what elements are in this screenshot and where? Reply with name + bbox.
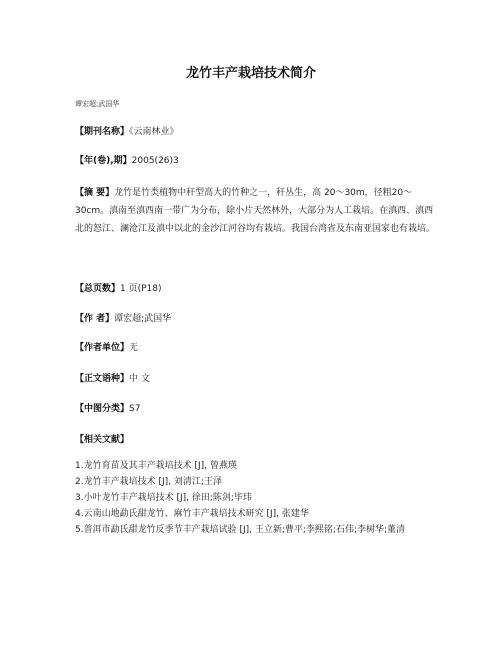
reference-item: 1.龙竹育苗及其丰产栽培技术 [J], 曾燕瑛	[75, 461, 237, 471]
unit-value: 无	[129, 343, 139, 353]
journal-value: 《云南林业》	[129, 127, 179, 137]
year-label: 【年(卷),期】	[75, 156, 132, 166]
language-label: 【正文语种】	[75, 374, 130, 384]
abstract-block	[75, 184, 435, 238]
year-field	[75, 155, 179, 168]
references-heading: 【相关文献】	[75, 435, 130, 445]
author-field	[75, 313, 171, 326]
pages-field	[75, 283, 162, 296]
abstract-label: 【摘 要】	[75, 188, 115, 198]
year-value: 2005(26)3	[131, 156, 179, 166]
pages-value: 1 页(P18)	[120, 284, 162, 294]
journal-label: 【期刊名称】	[75, 127, 130, 137]
language-field	[75, 373, 150, 386]
author-label: 【作 者】	[75, 314, 115, 324]
document-title: 龙竹丰产栽培技术简介	[185, 66, 316, 81]
journal-field	[75, 126, 179, 139]
reference-item: 3.小叶龙竹丰产栽培技术 [J], 徐田;陈剑;毕玮	[75, 493, 252, 503]
abstract-text: 龙竹是竹类植物中秆型高大的竹种之一，秆丛生，高 20～30m，径粗20～30cm。滇南至滇西南一带广为分布，除小片天然林外，大部分为人工栽培。在滇西、滇西北的怒江、澜沧江及滇中以北的金沙江河谷均有栽培。我国台湾省及东南亚国家也有栽培。	[75, 188, 436, 234]
unit-label: 【作者单位】	[75, 343, 130, 353]
pages-label: 【总页数】	[75, 284, 121, 294]
reference-item: 4.云南山地勐氏甜龙竹、麻竹丰产栽培技术研究 [J], 张建华	[75, 509, 309, 519]
references-list	[75, 458, 435, 538]
classification-value: S7	[129, 404, 141, 414]
unit-field	[75, 342, 138, 355]
classification-field	[75, 403, 140, 416]
authors-line: 谭宏超;武国华	[75, 100, 120, 108]
reference-item: 5.普洱市勐氏甜龙竹反季节丰产栽培试验 [J], 王立新;曹平;李熙铭;石伟;李树华;董清	[75, 525, 406, 535]
classification-label: 【中图分类】	[75, 404, 130, 414]
author-value: 谭宏超;武国华	[114, 314, 172, 324]
language-value: 中 文	[129, 374, 150, 384]
reference-item: 2.龙竹丰产栽培技术 [J], 刘清江;王泽	[75, 477, 222, 487]
